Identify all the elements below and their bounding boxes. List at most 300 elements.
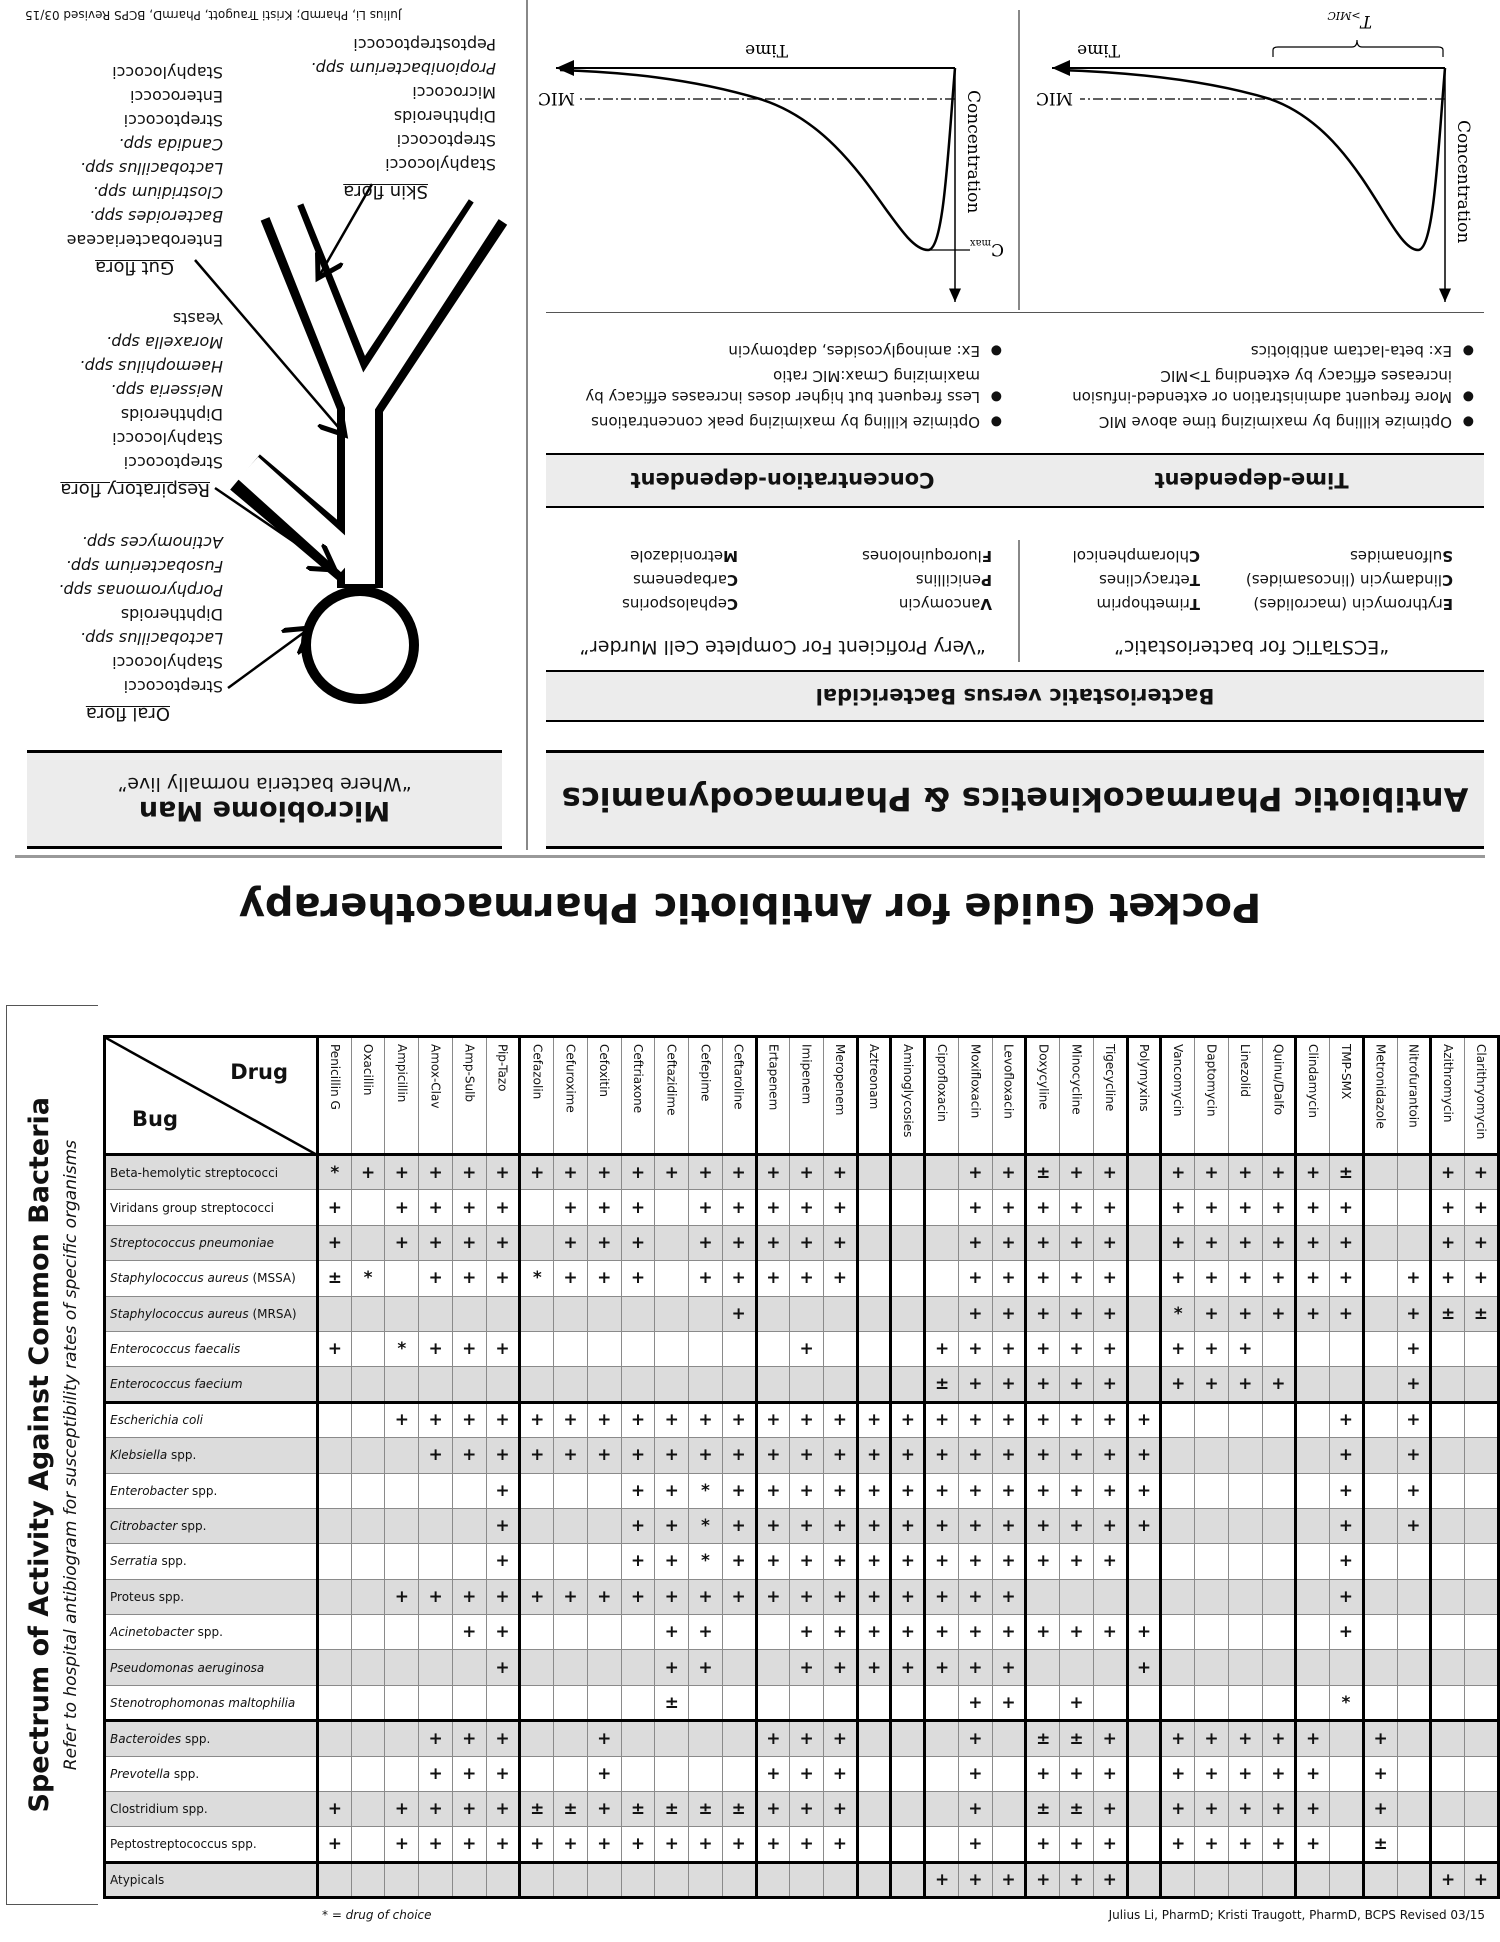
respiratory-flora-list [79,306,223,474]
active-mark: + [1060,1190,1094,1225]
empty-cell [756,1862,790,1897]
empty-cell [1431,1331,1465,1366]
empty-cell [520,1225,554,1260]
flora-item: Streptococci [123,677,223,696]
variable-activity-mark: ± [1026,1792,1060,1827]
drug-column-header [1431,1037,1465,1155]
drug-column-header [621,1037,655,1155]
empty-cell [992,1827,1026,1862]
active-mark: + [992,1508,1026,1543]
empty-cell [1464,1544,1498,1579]
empty-cell [452,1367,486,1402]
active-mark: + [958,1402,992,1437]
active-mark: + [419,1827,453,1862]
empty-cell [318,1544,352,1579]
empty-cell [385,1367,419,1402]
empty-cell [1397,1792,1431,1827]
drug-name: Daptomycin [1204,1044,1219,1117]
bug-name-plain: (MRSA) [248,1306,297,1321]
active-mark: + [1060,1544,1094,1579]
active-mark: + [621,1261,655,1296]
empty-cell [1228,1438,1262,1473]
empty-cell [891,1261,925,1296]
active-mark: + [452,1438,486,1473]
mic-label: MIC [537,88,575,108]
empty-cell [385,1685,419,1720]
active-mark: + [925,1862,959,1897]
bug-name-plain: (MSSA) [248,1271,296,1286]
empty-cell [1296,1473,1330,1508]
drug-name: TMP-SMX [1338,1044,1353,1100]
active-mark: + [722,1155,756,1190]
empty-cell [689,1331,723,1366]
empty-cell [318,1650,352,1685]
page-title: Pocket Guide for Antibiotic Pharmacotherapy [238,884,1262,930]
flora-item: Bacteroides spp. [89,207,223,226]
active-mark: + [1397,1508,1431,1543]
active-mark: + [621,1579,655,1614]
empty-cell [452,1650,486,1685]
legend-note: * = drug of choice [322,1908,432,1922]
active-mark: + [1397,1473,1431,1508]
empty-cell [419,1296,453,1331]
active-mark: + [486,1827,520,1862]
empty-cell [621,1367,655,1402]
active-mark: + [318,1190,352,1225]
active-mark: + [486,1331,520,1366]
drug-column-header [1262,1037,1296,1155]
drug-of-choice-mark: * [318,1155,352,1190]
active-mark: + [756,1756,790,1791]
empty-cell [857,1155,891,1190]
active-mark: + [1127,1438,1161,1473]
drug-column-header [655,1037,689,1155]
active-mark: + [891,1438,925,1473]
empty-cell [655,1367,689,1402]
active-mark: + [689,1579,723,1614]
empty-cell [1093,1685,1127,1720]
empty-cell [486,1862,520,1897]
bug-name [105,1438,318,1473]
active-mark: + [1262,1756,1296,1791]
empty-cell [1330,1331,1364,1366]
active-mark: + [1296,1155,1330,1190]
empty-cell [1127,1155,1161,1190]
bug-name-italic: Enterococcus faecium [110,1377,243,1392]
active-mark: + [722,1579,756,1614]
empty-cell [891,1756,925,1791]
active-mark: + [756,1473,790,1508]
drug-class: Penicillins [915,571,992,589]
empty-cell [318,1721,352,1756]
active-mark: + [891,1615,925,1650]
variable-activity-mark: ± [1026,1155,1060,1190]
empty-cell [452,1508,486,1543]
empty-cell [1127,1331,1161,1366]
empty-cell [520,1367,554,1402]
active-mark: + [1330,1508,1364,1543]
active-mark: + [1296,1792,1330,1827]
empty-cell [1431,1827,1465,1862]
active-mark: + [1296,1296,1330,1331]
empty-cell [520,1862,554,1897]
active-mark: + [958,1190,992,1225]
empty-cell [520,1685,554,1720]
active-mark: + [1330,1473,1364,1508]
bug-name [105,1402,318,1437]
table-row [105,1827,1499,1862]
active-mark: + [958,1438,992,1473]
empty-cell [385,1261,419,1296]
active-mark: + [486,1721,520,1756]
empty-cell [756,1650,790,1685]
active-mark: + [1330,1225,1364,1260]
active-mark: + [1431,1862,1465,1897]
bug-name-plain: spp. [188,1483,218,1498]
empty-cell [1262,1473,1296,1508]
drug-column-header [891,1037,925,1155]
active-mark: + [722,1827,756,1862]
bug-name-italic: Stenotrophomonas maltophilia [110,1695,296,1710]
empty-cell [1363,1190,1397,1225]
active-mark: + [790,1508,824,1543]
flora-item: Diphtheroids [393,107,496,126]
active-mark: + [587,1721,621,1756]
active-mark: + [419,1579,453,1614]
empty-cell [1363,1367,1397,1402]
empty-cell [891,1225,925,1260]
flora-item: Streptococci [123,453,223,472]
empty-cell [857,1685,891,1720]
empty-cell [520,1331,554,1366]
active-mark: + [385,1155,419,1190]
empty-cell [1330,1721,1364,1756]
drug-column-header [992,1037,1026,1155]
active-mark: + [958,1155,992,1190]
active-mark: + [1363,1756,1397,1791]
active-mark: + [1093,1756,1127,1791]
active-mark: + [756,1544,790,1579]
empty-cell [1262,1615,1296,1650]
active-mark: + [1296,1190,1330,1225]
drug-class: Cephalosporins [622,595,738,613]
active-mark: + [520,1579,554,1614]
empty-cell [318,1615,352,1650]
drug-name: Quinu/Dalfo [1271,1044,1286,1116]
variable-activity-mark: ± [1330,1155,1364,1190]
active-mark: + [1127,1508,1161,1543]
empty-cell [1464,1685,1498,1720]
flora-item: Candida spp. [118,135,223,154]
active-mark: + [1060,1296,1094,1331]
skin-flora-list [311,32,496,176]
empty-cell [351,1225,385,1260]
drug-name: Minocycline [1069,1044,1084,1115]
drug-class: Fluoroquinolones [862,547,992,565]
diagrams [0,0,1500,950]
active-mark: + [621,1190,655,1225]
empty-cell [554,1756,588,1791]
empty-cell [318,1508,352,1543]
drug-class: Clindamycin (lincosamides) [1245,571,1453,589]
active-mark: + [824,1261,858,1296]
empty-cell [1161,1579,1195,1614]
empty-cell [419,1685,453,1720]
empty-cell [520,1756,554,1791]
active-mark: + [1127,1650,1161,1685]
active-mark: + [824,1544,858,1579]
empty-cell [1330,1650,1364,1685]
active-mark: + [1093,1331,1127,1366]
active-mark: + [1363,1721,1397,1756]
empty-cell [554,1508,588,1543]
active-mark: + [824,1579,858,1614]
active-mark: + [992,1331,1026,1366]
active-mark: + [689,1650,723,1685]
active-mark: + [722,1402,756,1437]
variable-activity-mark: ± [554,1792,588,1827]
flora-item: Enterobacteriaceae [66,231,223,250]
active-mark: + [1397,1438,1431,1473]
active-mark: + [857,1438,891,1473]
empty-cell [1464,1650,1498,1685]
empty-cell [351,1827,385,1862]
empty-cell [925,1792,959,1827]
empty-cell [1195,1508,1229,1543]
empty-cell [857,1862,891,1897]
flora-item: Neisseria spp. [110,381,223,400]
active-mark: + [1195,1296,1229,1331]
empty-cell [1161,1508,1195,1543]
empty-cell [419,1544,453,1579]
empty-cell [722,1615,756,1650]
empty-cell [689,1862,723,1897]
active-mark: + [1431,1225,1465,1260]
empty-cell [790,1367,824,1402]
empty-cell [790,1296,824,1331]
active-mark: + [790,1155,824,1190]
drug-column-header [486,1037,520,1155]
drug-name: Ertapenem [766,1044,781,1111]
empty-cell [351,1438,385,1473]
drug-name: Aztreonam [867,1044,882,1110]
active-mark: + [1026,1544,1060,1579]
active-mark: + [1431,1155,1465,1190]
active-mark: + [1262,1190,1296,1225]
drug-column-header [520,1037,554,1155]
empty-cell [1262,1650,1296,1685]
active-mark: + [1093,1544,1127,1579]
empty-cell [554,1367,588,1402]
active-mark: + [554,1190,588,1225]
empty-cell [655,1331,689,1366]
active-mark: + [722,1225,756,1260]
active-mark: + [318,1225,352,1260]
drug-name: Penicillin G [327,1044,342,1110]
active-mark: + [452,1261,486,1296]
bug-name [105,1792,318,1827]
active-mark: + [756,1261,790,1296]
drug-column-header [452,1037,486,1155]
active-mark: + [689,1190,723,1225]
variable-activity-mark: ± [1060,1792,1094,1827]
empty-cell [419,1367,453,1402]
bug-name [105,1261,318,1296]
empty-cell [1431,1650,1465,1685]
active-mark: + [857,1579,891,1614]
drug-name: Pip-Tazo [495,1044,510,1092]
bug-name [105,1756,318,1791]
active-mark: + [756,1402,790,1437]
bullet: ● Optimize killing by maximizing peak concentrations [552,411,1002,432]
active-mark: + [1161,1261,1195,1296]
empty-cell [1431,1615,1465,1650]
variable-activity-mark: ± [722,1792,756,1827]
active-mark: + [857,1473,891,1508]
active-mark: + [655,1615,689,1650]
empty-cell [1363,1261,1397,1296]
drug-column-header [385,1037,419,1155]
empty-cell [351,1544,385,1579]
active-mark: + [1296,1225,1330,1260]
active-mark: + [452,1331,486,1366]
empty-cell [655,1756,689,1791]
active-mark: + [1060,1827,1094,1862]
bug-name-italic: Streptococcus pneumoniae [110,1235,275,1250]
active-mark: + [452,1721,486,1756]
drug-column-header [1195,1037,1229,1155]
empty-cell [891,1721,925,1756]
active-mark: + [621,1402,655,1437]
active-mark: + [958,1261,992,1296]
active-mark: + [689,1155,723,1190]
drug-name: Clarithryomycin [1473,1044,1488,1140]
bug-name [105,1721,318,1756]
active-mark: + [587,1579,621,1614]
active-mark: + [992,1296,1026,1331]
drug-class: Vancomycin [898,595,992,613]
empty-cell [1262,1579,1296,1614]
active-mark: + [655,1650,689,1685]
empty-cell [1195,1473,1229,1508]
variable-activity-mark: ± [925,1367,959,1402]
empty-cell [925,1721,959,1756]
active-mark: + [722,1438,756,1473]
active-mark: + [958,1544,992,1579]
empty-cell [1464,1792,1498,1827]
empty-cell [1397,1225,1431,1260]
drug-name: Polymyxins [1136,1044,1151,1112]
empty-cell [722,1756,756,1791]
active-mark: + [554,1225,588,1260]
empty-cell [1127,1296,1161,1331]
drug-name: Cefoxitin [597,1044,612,1098]
drug-column-header [587,1037,621,1155]
empty-cell [1296,1402,1330,1437]
table-row [105,1862,1499,1897]
active-mark: + [1060,1508,1094,1543]
active-mark: + [1262,1261,1296,1296]
bug-name-italic: Bacteroides [110,1731,182,1746]
active-mark: + [554,1155,588,1190]
empty-cell [756,1615,790,1650]
empty-cell [1431,1792,1465,1827]
empty-cell [587,1862,621,1897]
empty-cell [1262,1402,1296,1437]
active-mark: + [1093,1792,1127,1827]
variable-activity-mark: ± [1363,1827,1397,1862]
empty-cell [554,1296,588,1331]
empty-cell [1296,1685,1330,1720]
active-mark: + [452,1756,486,1791]
empty-cell [1228,1473,1262,1508]
active-mark: + [958,1331,992,1366]
empty-cell [621,1615,655,1650]
active-mark: + [1026,1402,1060,1437]
active-mark: + [1161,1756,1195,1791]
empty-cell [452,1544,486,1579]
empty-cell [1262,1685,1296,1720]
active-mark: + [1161,1792,1195,1827]
cmax-label: $C_{max}$ [969,237,1004,259]
active-mark: + [1060,1685,1094,1720]
drug-column-header [1464,1037,1498,1155]
empty-cell [925,1225,959,1260]
empty-cell [452,1685,486,1720]
active-mark: + [1093,1615,1127,1650]
active-mark: + [1330,1190,1364,1225]
active-mark: + [824,1155,858,1190]
empty-cell [1127,1827,1161,1862]
empty-cell [722,1721,756,1756]
active-mark: + [1330,1615,1364,1650]
flora-item: Propionibacterium spp. [310,59,496,78]
empty-cell [1464,1756,1498,1791]
active-mark: + [790,1827,824,1862]
empty-cell [385,1473,419,1508]
active-mark: + [857,1544,891,1579]
drug-column-header [689,1037,723,1155]
drug-name: Cefuroxime [563,1044,578,1113]
pkpd-title: Antibiotic Pharmacokinetics & Pharmacodynamics [561,780,1469,819]
empty-cell [1127,1190,1161,1225]
oral-flora-list [58,530,223,698]
active-mark: + [419,1792,453,1827]
empty-cell [1195,1544,1229,1579]
diagonal-line [106,1038,319,1156]
drug-name: Doxycyline [1036,1044,1051,1110]
active-mark: + [486,1190,520,1225]
flora-item: Clostridium spp. [92,183,223,202]
empty-cell [1363,1650,1397,1685]
empty-cell [419,1650,453,1685]
active-mark: + [554,1402,588,1437]
empty-cell [554,1721,588,1756]
empty-cell [554,1331,588,1366]
empty-cell [1431,1721,1465,1756]
active-mark: + [1026,1190,1060,1225]
table-row [105,1473,1499,1508]
empty-cell [351,1862,385,1897]
bug-name [105,1331,318,1366]
empty-cell [925,1155,959,1190]
empty-cell [318,1296,352,1331]
drug-name: Meropenem [832,1044,847,1116]
table-row [105,1155,1499,1190]
flora-item: Fusobacterium spp. [65,557,223,576]
drug-column-header [925,1037,959,1155]
empty-cell [655,1261,689,1296]
